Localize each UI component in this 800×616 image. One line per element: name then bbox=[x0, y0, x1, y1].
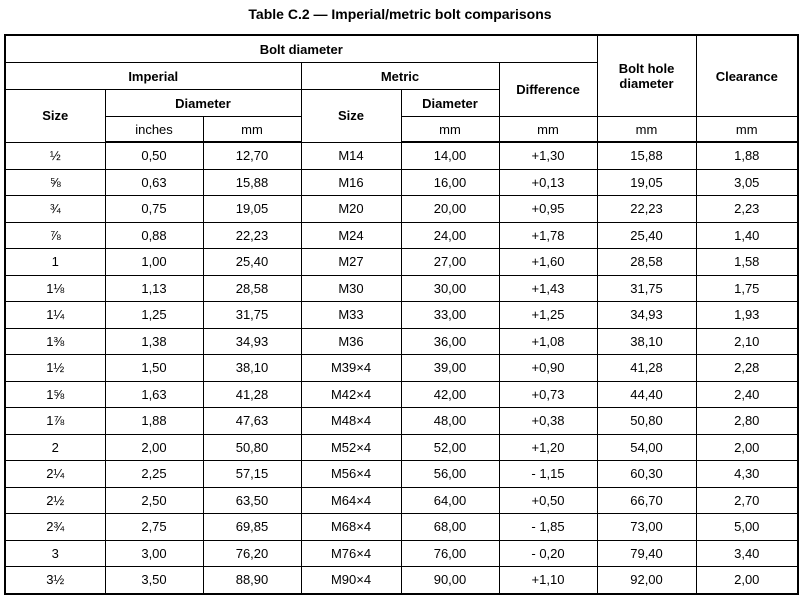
unit-mm-hole: mm bbox=[597, 117, 696, 143]
cell-diameter-inches: 0,75 bbox=[105, 196, 203, 223]
cell-diameter-inches: 0,50 bbox=[105, 142, 203, 169]
cell-difference: +0,95 bbox=[499, 196, 597, 223]
cell-clearance: 2,40 bbox=[696, 381, 798, 408]
cell-size-imperial: ¾ bbox=[5, 196, 105, 223]
cell-diameter-mm-imperial: 31,75 bbox=[203, 302, 301, 329]
cell-clearance: 2,10 bbox=[696, 328, 798, 355]
cell-diameter-mm-metric: 20,00 bbox=[401, 196, 499, 223]
cell-size-imperial: 2 bbox=[5, 434, 105, 461]
cell-clearance: 2,23 bbox=[696, 196, 798, 223]
cell-size-imperial: 1⅝ bbox=[5, 381, 105, 408]
cell-bolt-hole-diameter: 31,75 bbox=[597, 275, 696, 302]
cell-size-metric: M56×4 bbox=[301, 461, 401, 488]
cell-bolt-hole-diameter: 54,00 bbox=[597, 434, 696, 461]
cell-diameter-mm-metric: 68,00 bbox=[401, 514, 499, 541]
cell-bolt-hole-diameter: 28,58 bbox=[597, 249, 696, 276]
cell-difference: - 0,20 bbox=[499, 540, 597, 567]
cell-difference: +1,30 bbox=[499, 142, 597, 169]
cell-diameter-inches: 0,63 bbox=[105, 169, 203, 196]
cell-difference: +0,50 bbox=[499, 487, 597, 514]
cell-clearance: 2,00 bbox=[696, 434, 798, 461]
cell-diameter-mm-metric: 27,00 bbox=[401, 249, 499, 276]
unit-mm-clearance: mm bbox=[696, 117, 798, 143]
cell-size-imperial: ⅝ bbox=[5, 169, 105, 196]
table-body bbox=[5, 142, 798, 594]
unit-mm-imperial: mm bbox=[203, 117, 301, 143]
header-size-imperial: Size bbox=[5, 90, 105, 143]
cell-size-metric: M36 bbox=[301, 328, 401, 355]
cell-size-imperial: 3 bbox=[5, 540, 105, 567]
cell-clearance: 3,05 bbox=[696, 169, 798, 196]
cell-diameter-mm-imperial: 12,70 bbox=[203, 142, 301, 169]
cell-size-metric: M42×4 bbox=[301, 381, 401, 408]
cell-difference: +0,73 bbox=[499, 381, 597, 408]
cell-diameter-mm-metric: 16,00 bbox=[401, 169, 499, 196]
table-row bbox=[5, 408, 798, 435]
cell-diameter-inches: 0,88 bbox=[105, 222, 203, 249]
cell-diameter-inches: 1,50 bbox=[105, 355, 203, 382]
cell-diameter-mm-imperial: 25,40 bbox=[203, 249, 301, 276]
cell-clearance: 2,70 bbox=[696, 487, 798, 514]
cell-bolt-hole-diameter: 38,10 bbox=[597, 328, 696, 355]
cell-bolt-hole-diameter: 50,80 bbox=[597, 408, 696, 435]
header-size-metric: Size bbox=[301, 90, 401, 143]
cell-bolt-hole-diameter: 92,00 bbox=[597, 567, 696, 594]
cell-difference: +0,90 bbox=[499, 355, 597, 382]
table-title: Table C.2 — Imperial/metric bolt comparisons bbox=[248, 6, 552, 22]
cell-difference: +0,38 bbox=[499, 408, 597, 435]
header-difference: Difference bbox=[499, 63, 597, 117]
cell-diameter-mm-metric: 39,00 bbox=[401, 355, 499, 382]
cell-bolt-hole-diameter: 34,93 bbox=[597, 302, 696, 329]
cell-diameter-mm-imperial: 63,50 bbox=[203, 487, 301, 514]
cell-diameter-mm-metric: 36,00 bbox=[401, 328, 499, 355]
table-row bbox=[5, 222, 798, 249]
cell-size-metric: M48×4 bbox=[301, 408, 401, 435]
cell-diameter-mm-metric: 42,00 bbox=[401, 381, 499, 408]
cell-difference: +1,25 bbox=[499, 302, 597, 329]
header-bolt-diameter: Bolt diameter bbox=[5, 35, 597, 63]
cell-diameter-inches: 1,25 bbox=[105, 302, 203, 329]
table-row bbox=[5, 328, 798, 355]
cell-diameter-mm-imperial: 76,20 bbox=[203, 540, 301, 567]
cell-diameter-inches: 2,00 bbox=[105, 434, 203, 461]
cell-diameter-inches: 1,63 bbox=[105, 381, 203, 408]
cell-size-imperial: 2¾ bbox=[5, 514, 105, 541]
cell-size-metric: M39×4 bbox=[301, 355, 401, 382]
cell-diameter-inches: 1,38 bbox=[105, 328, 203, 355]
cell-clearance: 5,00 bbox=[696, 514, 798, 541]
cell-size-metric: M52×4 bbox=[301, 434, 401, 461]
cell-size-metric: M14 bbox=[301, 142, 401, 169]
table-row bbox=[5, 381, 798, 408]
cell-diameter-mm-metric: 64,00 bbox=[401, 487, 499, 514]
cell-diameter-inches: 3,00 bbox=[105, 540, 203, 567]
header-clearance: Clearance bbox=[696, 35, 798, 117]
cell-size-imperial: ⅞ bbox=[5, 222, 105, 249]
cell-bolt-hole-diameter: 19,05 bbox=[597, 169, 696, 196]
cell-bolt-hole-diameter: 22,23 bbox=[597, 196, 696, 223]
table-row bbox=[5, 461, 798, 488]
cell-diameter-mm-metric: 52,00 bbox=[401, 434, 499, 461]
unit-inches: inches bbox=[105, 117, 203, 143]
cell-clearance: 3,40 bbox=[696, 540, 798, 567]
cell-size-imperial: 2½ bbox=[5, 487, 105, 514]
cell-size-metric: M76×4 bbox=[301, 540, 401, 567]
cell-size-metric: M90×4 bbox=[301, 567, 401, 594]
cell-size-imperial: 1⅜ bbox=[5, 328, 105, 355]
cell-size-imperial: 1⅞ bbox=[5, 408, 105, 435]
unit-mm-metric: mm bbox=[401, 117, 499, 143]
table-row bbox=[5, 302, 798, 329]
table-row bbox=[5, 169, 798, 196]
cell-difference: +1,78 bbox=[499, 222, 597, 249]
cell-diameter-mm-metric: 48,00 bbox=[401, 408, 499, 435]
cell-clearance: 4,30 bbox=[696, 461, 798, 488]
table-row bbox=[5, 540, 798, 567]
cell-bolt-hole-diameter: 66,70 bbox=[597, 487, 696, 514]
cell-diameter-mm-metric: 33,00 bbox=[401, 302, 499, 329]
cell-clearance: 1,88 bbox=[696, 142, 798, 169]
cell-size-imperial: 1⅛ bbox=[5, 275, 105, 302]
cell-diameter-mm-metric: 56,00 bbox=[401, 461, 499, 488]
cell-diameter-inches: 3,50 bbox=[105, 567, 203, 594]
cell-bolt-hole-diameter: 60,30 bbox=[597, 461, 696, 488]
table-row bbox=[5, 434, 798, 461]
cell-bolt-hole-diameter: 44,40 bbox=[597, 381, 696, 408]
cell-difference: +1,43 bbox=[499, 275, 597, 302]
cell-diameter-mm-metric: 24,00 bbox=[401, 222, 499, 249]
header-diameter-imperial: Diameter bbox=[105, 90, 301, 117]
cell-size-imperial: 3½ bbox=[5, 567, 105, 594]
cell-clearance: 1,40 bbox=[696, 222, 798, 249]
cell-difference: +0,13 bbox=[499, 169, 597, 196]
cell-difference: +1,08 bbox=[499, 328, 597, 355]
unit-mm-difference: mm bbox=[499, 117, 597, 143]
cell-size-imperial: ½ bbox=[5, 142, 105, 169]
table-row bbox=[5, 487, 798, 514]
header-bolt-hole-diameter: Bolt hole diameter bbox=[597, 35, 696, 117]
cell-diameter-inches: 1,88 bbox=[105, 408, 203, 435]
cell-bolt-hole-diameter: 79,40 bbox=[597, 540, 696, 567]
cell-diameter-mm-imperial: 34,93 bbox=[203, 328, 301, 355]
cell-diameter-inches: 2,25 bbox=[105, 461, 203, 488]
cell-clearance: 2,28 bbox=[696, 355, 798, 382]
cell-size-imperial: 2¼ bbox=[5, 461, 105, 488]
cell-bolt-hole-diameter: 73,00 bbox=[597, 514, 696, 541]
cell-difference: - 1,85 bbox=[499, 514, 597, 541]
cell-size-metric: M33 bbox=[301, 302, 401, 329]
cell-size-metric: M24 bbox=[301, 222, 401, 249]
bolt-comparison-table bbox=[4, 34, 799, 595]
cell-difference: +1,60 bbox=[499, 249, 597, 276]
cell-diameter-mm-imperial: 41,28 bbox=[203, 381, 301, 408]
cell-diameter-mm-imperial: 88,90 bbox=[203, 567, 301, 594]
table-row bbox=[5, 275, 798, 302]
cell-size-imperial: 1¼ bbox=[5, 302, 105, 329]
cell-diameter-mm-imperial: 47,63 bbox=[203, 408, 301, 435]
cell-diameter-mm-imperial: 38,10 bbox=[203, 355, 301, 382]
cell-bolt-hole-diameter: 41,28 bbox=[597, 355, 696, 382]
cell-size-metric: M64×4 bbox=[301, 487, 401, 514]
cell-diameter-mm-metric: 30,00 bbox=[401, 275, 499, 302]
cell-diameter-mm-imperial: 69,85 bbox=[203, 514, 301, 541]
cell-difference: +1,20 bbox=[499, 434, 597, 461]
table-row bbox=[5, 249, 798, 276]
cell-difference: +1,10 bbox=[499, 567, 597, 594]
cell-diameter-inches: 2,75 bbox=[105, 514, 203, 541]
table-row bbox=[5, 196, 798, 223]
header-diameter-metric: Diameter bbox=[401, 90, 499, 117]
cell-size-metric: M30 bbox=[301, 275, 401, 302]
cell-clearance: 2,80 bbox=[696, 408, 798, 435]
cell-difference: - 1,15 bbox=[499, 461, 597, 488]
cell-clearance: 1,93 bbox=[696, 302, 798, 329]
cell-diameter-mm-metric: 14,00 bbox=[401, 142, 499, 169]
cell-diameter-mm-imperial: 28,58 bbox=[203, 275, 301, 302]
cell-diameter-inches: 1,00 bbox=[105, 249, 203, 276]
cell-size-metric: M16 bbox=[301, 169, 401, 196]
header-metric: Metric bbox=[301, 63, 499, 90]
table-row bbox=[5, 514, 798, 541]
cell-size-imperial: 1½ bbox=[5, 355, 105, 382]
cell-diameter-mm-imperial: 22,23 bbox=[203, 222, 301, 249]
cell-bolt-hole-diameter: 15,88 bbox=[597, 142, 696, 169]
cell-diameter-mm-metric: 76,00 bbox=[401, 540, 499, 567]
cell-size-metric: M27 bbox=[301, 249, 401, 276]
cell-diameter-mm-imperial: 57,15 bbox=[203, 461, 301, 488]
table-row bbox=[5, 142, 798, 169]
cell-clearance: 1,58 bbox=[696, 249, 798, 276]
table-row bbox=[5, 355, 798, 382]
cell-diameter-inches: 2,50 bbox=[105, 487, 203, 514]
cell-clearance: 2,00 bbox=[696, 567, 798, 594]
cell-size-imperial: 1 bbox=[5, 249, 105, 276]
cell-diameter-mm-imperial: 19,05 bbox=[203, 196, 301, 223]
cell-size-metric: M20 bbox=[301, 196, 401, 223]
cell-clearance: 1,75 bbox=[696, 275, 798, 302]
header-imperial: Imperial bbox=[5, 63, 301, 90]
cell-diameter-mm-imperial: 15,88 bbox=[203, 169, 301, 196]
cell-size-metric: M68×4 bbox=[301, 514, 401, 541]
table-row bbox=[5, 567, 798, 594]
cell-bolt-hole-diameter: 25,40 bbox=[597, 222, 696, 249]
cell-diameter-mm-metric: 90,00 bbox=[401, 567, 499, 594]
cell-diameter-inches: 1,13 bbox=[105, 275, 203, 302]
cell-diameter-mm-imperial: 50,80 bbox=[203, 434, 301, 461]
